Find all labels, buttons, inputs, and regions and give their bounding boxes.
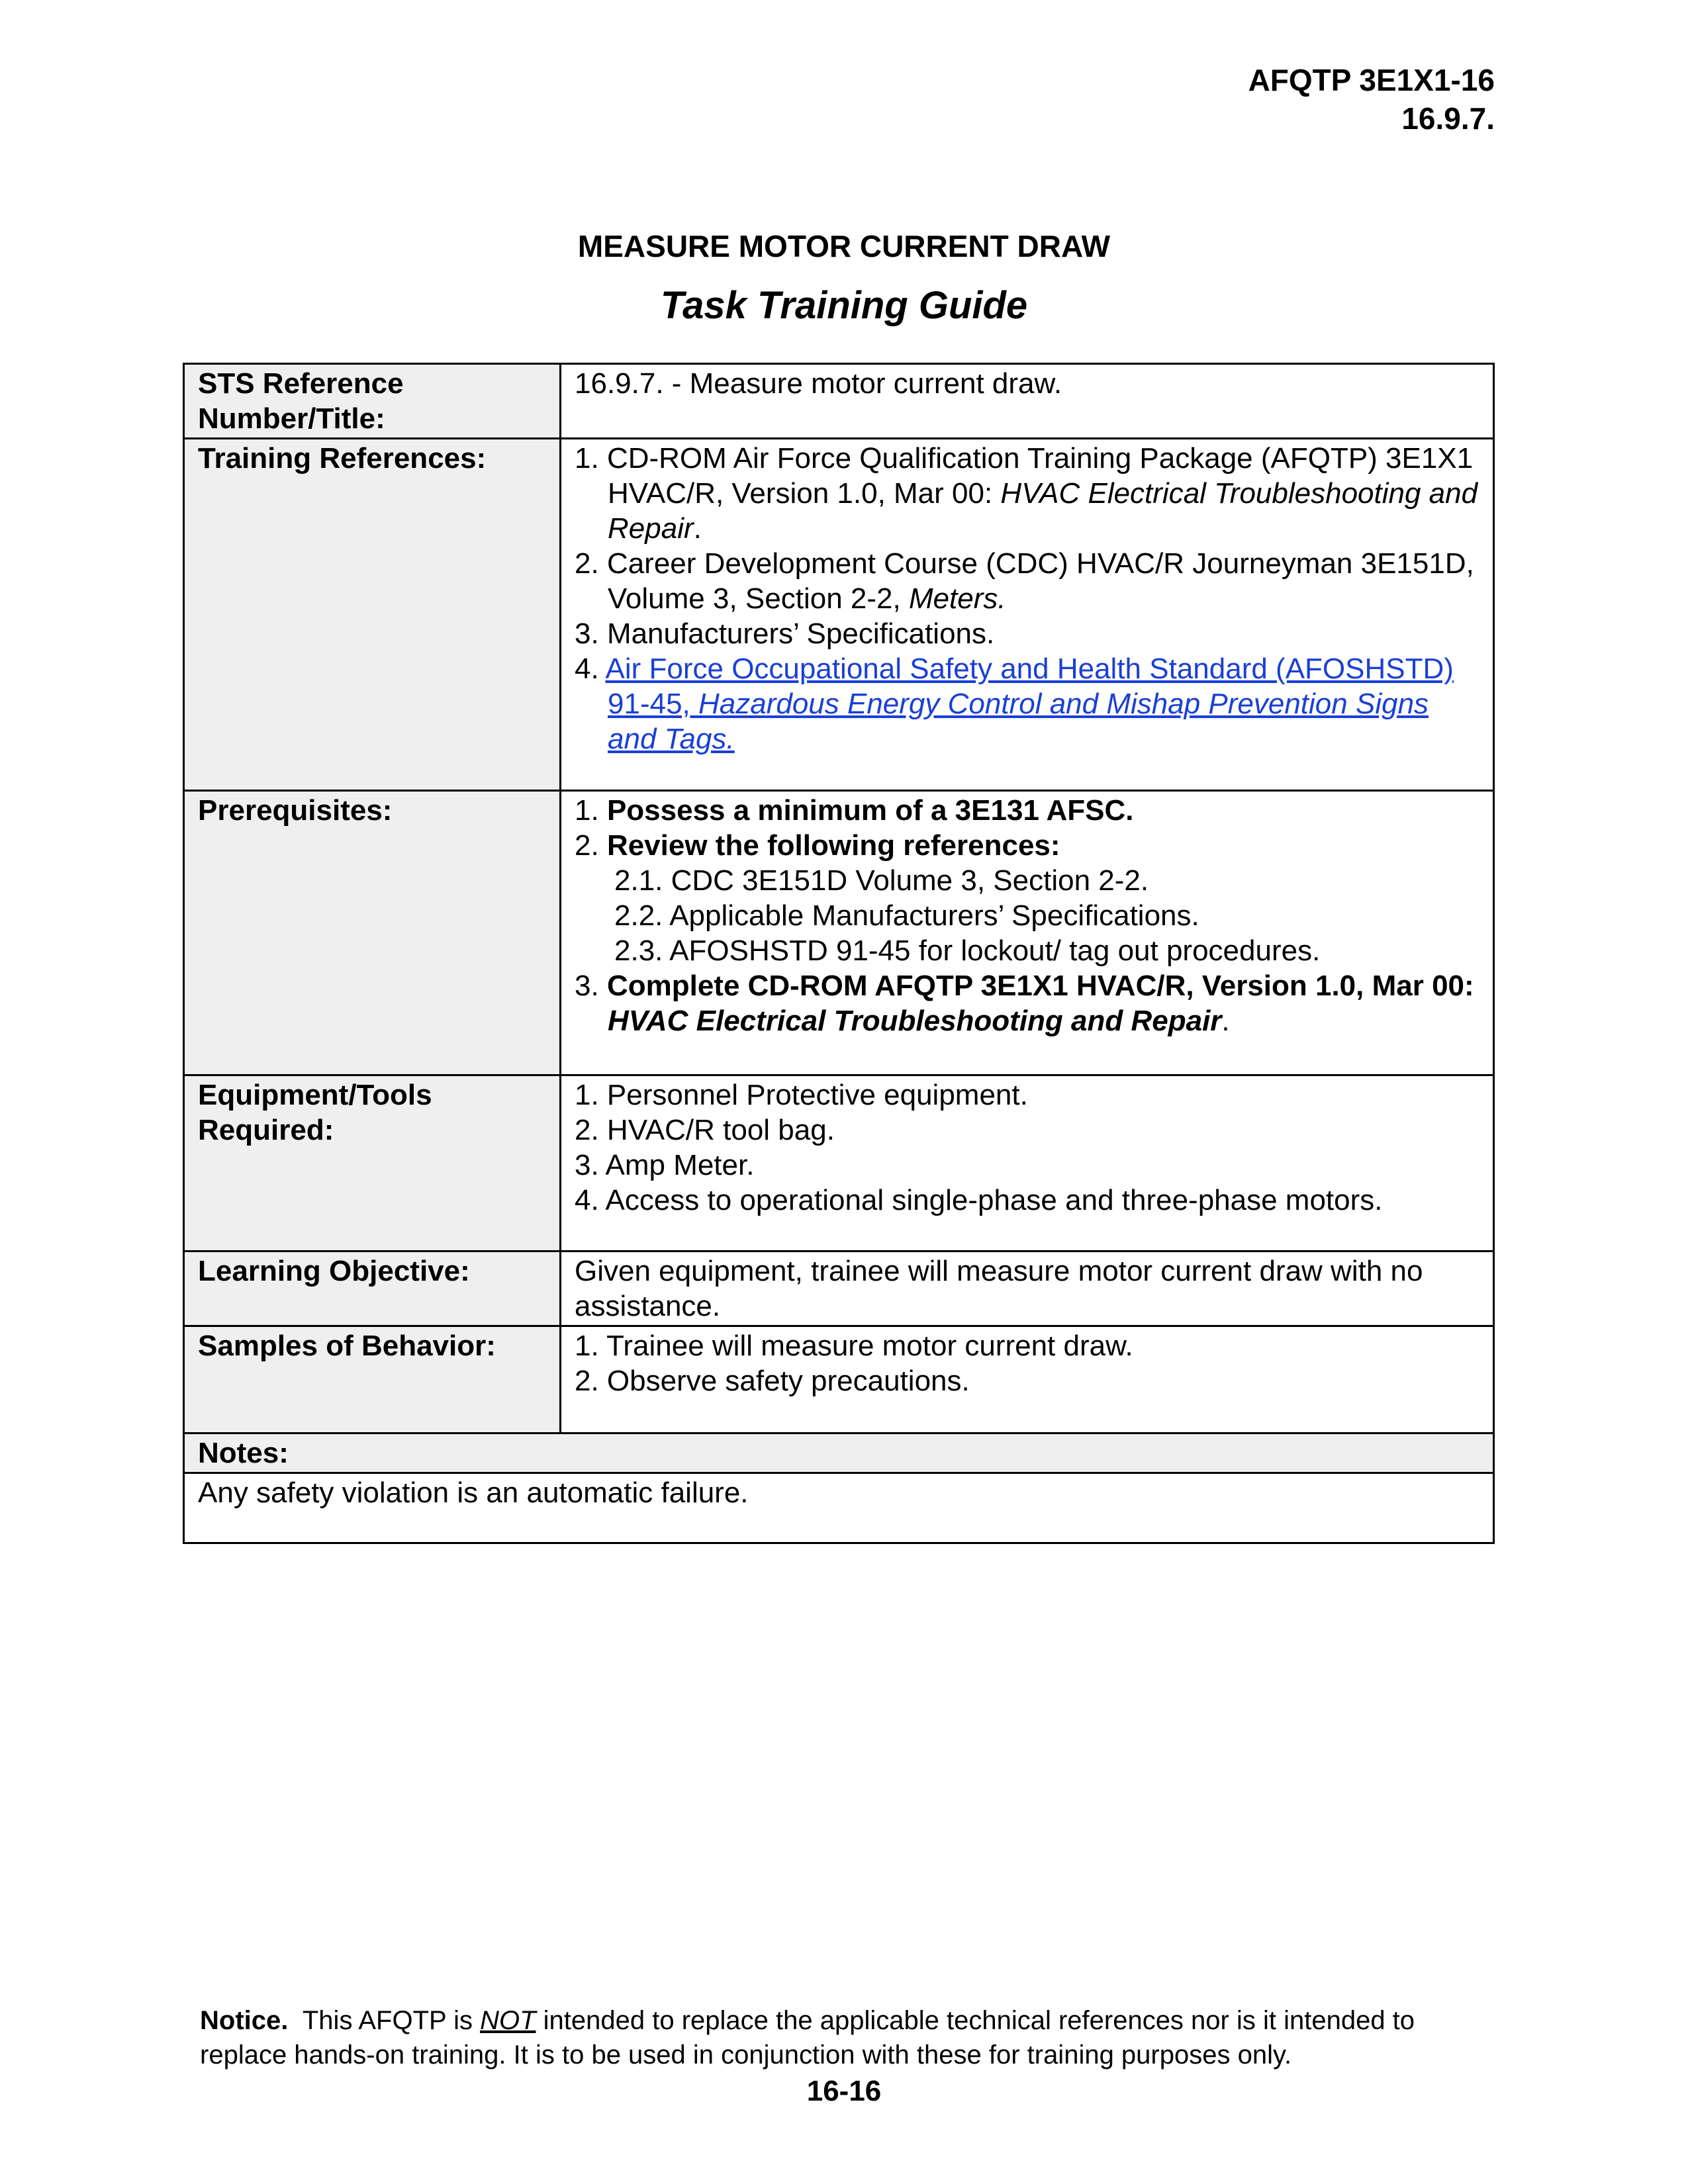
notes-value: Any safety violation is an automatic failure. (184, 1473, 1494, 1543)
samples-value (561, 1326, 1494, 1433)
prerequisites-row (184, 791, 1494, 1075)
prereq-2-2: 2.2. Applicable Manufacturers’ Specifications. (614, 899, 1199, 932)
sts-row (184, 364, 1494, 439)
training-ref-2: 2. Career Development Course (CDC) HVAC/R Journeyman 3E151D, Volume 3, Section 2-2, Meters. (575, 547, 1474, 615)
doc-id: AFQTP 3E1X1-16 (1248, 63, 1495, 97)
prereq-1: 1. Possess a minimum of a 3E131 AFSC. (575, 794, 1134, 827)
section-number: 16.9.7. (1401, 101, 1495, 136)
notice-footer (200, 2003, 1497, 2072)
page-title: MEASURE MOTOR CURRENT DRAW (577, 229, 1111, 263)
equipment-item-2: 2. HVAC/R tool bag. (575, 1114, 835, 1146)
learning-objective-row (184, 1251, 1494, 1326)
sample-item-1: 1. Trainee will measure motor current draw. (575, 1330, 1133, 1362)
learning-objective-value: Given equipment, trainee will measure motor current draw with no assistance. (561, 1251, 1494, 1326)
training-ref-1: 1. CD-ROM Air Force Qualification Training Package (AFQTP) 3E1X1 HVAC/R, Version 1.0, Mar 00: HVAC Electrical Troubleshooting and Repair. (575, 442, 1478, 545)
learning-objective-label: Learning Objective: (184, 1251, 561, 1326)
notes-label: Notes: (184, 1433, 1494, 1473)
samples-label: Samples of Behavior: (184, 1326, 561, 1433)
equipment-item-3: 3. Amp Meter. (575, 1149, 755, 1181)
training-references-label: Training References: (184, 439, 561, 791)
task-training-table (183, 363, 1495, 1544)
equipment-item-4: 4. Access to operational single-phase and three-phase motors. (575, 1184, 1383, 1216)
prerequisites-value (561, 791, 1494, 1075)
notice-post: intended to replace the applicable technical references nor is it intended to replace hands-on training. It is to be used in conjunction with these for training purposes only. (200, 2006, 1415, 2070)
training-ref-4: 4. Air Force Occupational Safety and Health Standard (AFOSHSTD) 91-45, Hazardous Energy Control and Mishap Prevention Signs and Tags. (575, 653, 1454, 755)
training-references-value (561, 439, 1494, 791)
notes-header-row (184, 1433, 1494, 1473)
samples-row (184, 1326, 1494, 1433)
prereq-2-subitems (575, 863, 1479, 968)
notice-pre: This AFQTP is (302, 2006, 481, 2035)
sts-label: STS Reference Number/Title: (184, 364, 561, 439)
equipment-item-1: 1. Personnel Protective equipment. (575, 1079, 1028, 1111)
prerequisites-label: Prerequisites: (184, 791, 561, 1075)
notice-not: NOT (480, 2006, 536, 2035)
notice-label: Notice. (200, 2006, 289, 2035)
equipment-row (184, 1075, 1494, 1251)
training-references-row (184, 439, 1494, 791)
equipment-label: Equipment/Tools Required: (184, 1075, 561, 1251)
prereq-2-1: 2.1. CDC 3E151D Volume 3, Section 2-2. (614, 864, 1149, 897)
equipment-value (561, 1075, 1494, 1251)
sts-value: 16.9.7. - Measure motor current draw. (561, 364, 1494, 439)
afoshstd-91-45-link[interactable]: Air Force Occupational Safety and Health Standard (AFOSHSTD) 91-45, Hazardous Energy Control and Mishap Prevention Signs and Tags. (605, 653, 1454, 755)
training-ref-3: 3. Manufacturers’ Specifications. (575, 617, 995, 650)
page-subtitle: Task Training Guide (660, 284, 1028, 327)
prereq-3: 3. Complete CD-ROM AFQTP 3E1X1 HVAC/R, Version 1.0, Mar 00: HVAC Electrical Troubleshooting and Repair. (575, 970, 1474, 1037)
notes-row (184, 1473, 1494, 1543)
page-number: 16-16 (806, 2075, 882, 2107)
prereq-2-3: 2.3. AFOSHSTD 91-45 for lockout/ tag out procedures. (614, 934, 1321, 967)
prereq-2: 2. Review the following references: (575, 829, 1060, 862)
page-header (1248, 61, 1495, 138)
sample-item-2: 2. Observe safety precautions. (575, 1365, 970, 1397)
